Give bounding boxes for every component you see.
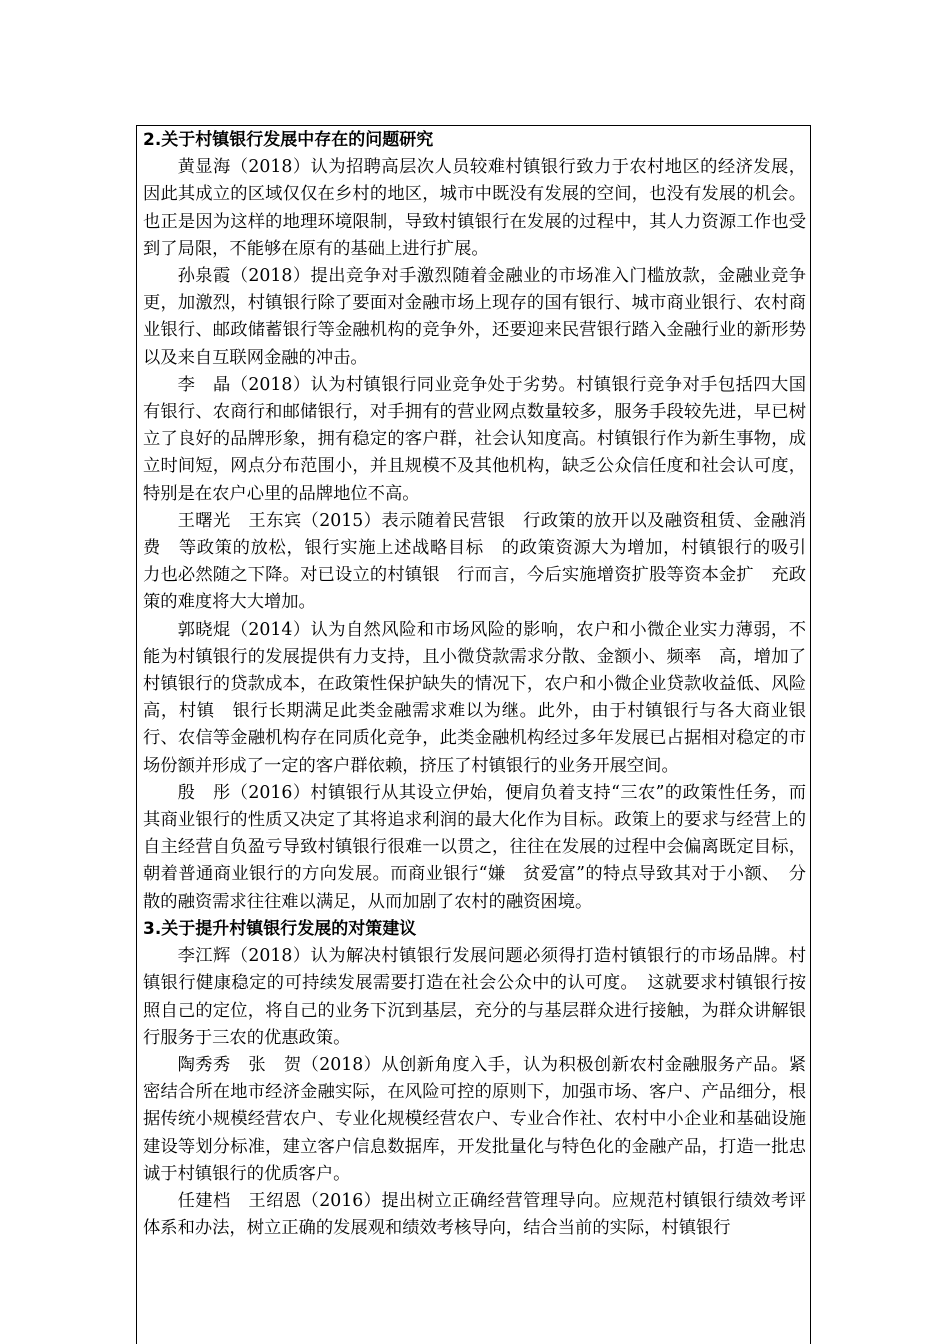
paragraph-li-jianghui: 李江辉（2018）认为解决村镇银行发展问题必须得打造村镇银行的市场品牌。村镇银行健康稳定的可持续发展需要打造在社会公众中的认可度。 这就要求村镇银行按照自己的定位，将自己的业务下沉到基层，充分的与基层群众进行接触，为群众讲解银行服务于三农的优惠政策。 [143,946,806,1048]
paragraph-li-jing: 李 晶（2018）认为村镇银行同业竞争处于劣势。村镇银行竞争对手包括四大国有银行、农商行和邮储银行，对手拥有的营业网点数量较多，服务手段较先进，早已树立了良好的品牌形象，拥有稳定的客户群，社会认知度高。村镇银行作为新生事物，成立时间短，网点分布范围小，并且规模不及其他机构，缺乏公众信任度和社会认可度，特别是在农户心里的品牌地位不高。 [143,374,806,504]
paragraph-tao: 陶秀秀 张 贺（2018）从创新角度入手，认为积极创新农村金融服务产品。紧密结合所在地市经济金融实际，在风险可控的原则下，加强市场、客户、产品细分，根据传统小规模经营农户、专业化规模经营农户、专业合作社、农村中小企业和基础设施建设等划分标准，建立客户信息数据库，开发批量化与特色化的金融产品，打造一批忠诚于村镇银行的优质客户。 [143,1054,806,1184]
paragraph-sun: 孙泉霞（2018）提出竞争对手激烈随着金融业的市场准入门槛放款，金融业竞争更，加激烈，村镇银行除了要面对金融市场上现存的国有银行、城市商业银行、农村商业银行、邮政储蓄银行等金融机构的竞争外，还要迎来民营银行踏入金融行业的新形势以及来自互联网金融的冲击。 [143,266,806,368]
paragraph-huang: 黄显海（2018）认为招聘高层次人员较难村镇银行致力于农村地区的经济发展，因此其成立的区域仅仅在乡村的地区，城市中既没有发展的空间，也没有发展的机会。也正是因为这样的地理环境限制，导致村镇银行在发展的过程中，其人力资源工作也受到了局限，不能够在原有的基础上进行扩展。 [143,157,806,259]
document-frame [136,125,824,1344]
paragraph-wang: 王曙光 王东宾（2015）表示随着民营银 行政策的放开以及融资租赁、金融消费 等政策的放松，银行实施上述战略目标 的政策资源大为增加，村镇银行的吸引 力也必然随之下降。对已设立的村镇银 行而言，今后实施增资扩股等资本金扩 充政策的难度将大大增加。 [143,510,824,613]
section-heading-suggestions: 3.关于提升村镇银行发展的对策建议 [143,918,417,939]
paragraph-yin: 殷 彤（2016）村镇银行从其设立伊始，便肩负着支持“三农”的政策性任务，而其商业银行的性质又决定了其将追求利润的最大化作为目标。政策上的要求与经营上的自主经营自负盈亏导致村镇银行很难一以贯之，往往在发展的过程中会偏离既定目标，朝着普通商业银行的方向发展。而商业银行“嫌 贫爱富”的特点导致其对于小额、 分散的融资需求往往难以满足，从而加剧了农村的融资困境。 [143,782,806,912]
paragraph-ren: 任建档 王绍恩（2016）提出树立正确经营管理导向。应规范村镇银行绩效考评体系和办法，树立正确的发展观和绩效考核导向，结合当前的实际，村镇银行 [143,1190,806,1239]
paragraph-guo: 郭晓焜（2014）认为自然风险和市场风险的影响，农户和小微企业实力薄弱，不能为村镇银行的发展提供有力支持，且小微贷款需求分散、金额小、频率 高，增加了村镇银行的贷款成本，在政策性保护缺失的情况下，农户和小微企业贷款收益低、风险高，村镇 银行长期满足此类金融需求难以为继。此外，由于村镇银行与各大商业银行、农信等金融机构存在同质化竞争，此类金融机构经过多年发展已占据相对稳定的市场份额并形成了一定的客户群依赖，挤压了村镇银行的业务开展空间。 [143,619,806,776]
section-heading-problems: 2.关于村镇银行发展中存在的问题研究 [143,130,434,150]
